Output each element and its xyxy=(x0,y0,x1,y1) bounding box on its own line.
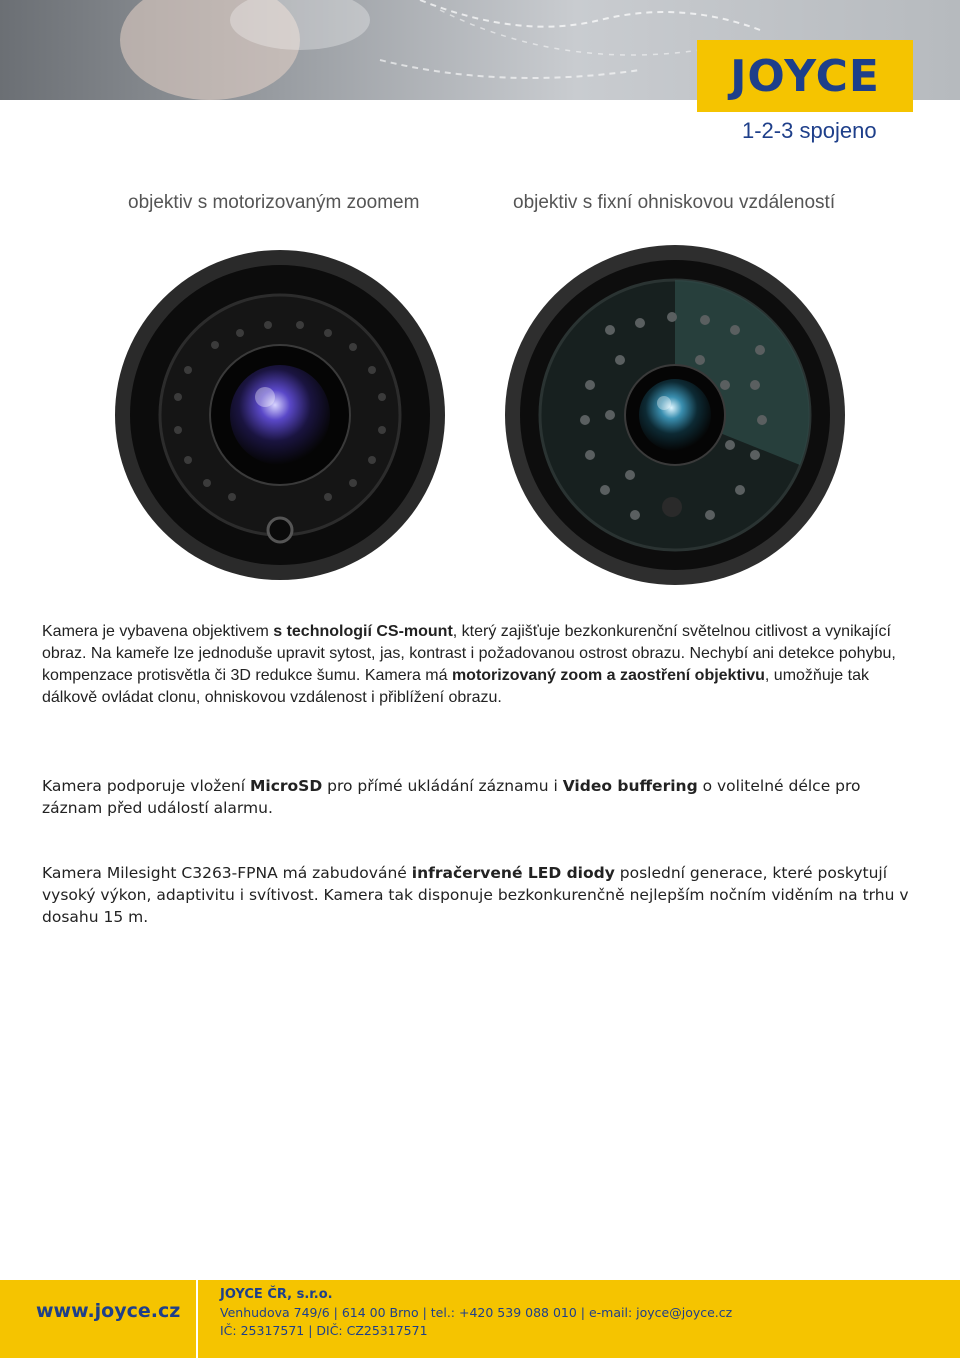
footer xyxy=(0,1280,960,1358)
p3-text-1: Kamera Milesight C3263-FPNA má zabudováné xyxy=(42,864,412,882)
logo-text: JOYCE xyxy=(730,50,880,102)
p1-bold-1: s technologií CS-mount xyxy=(273,623,453,640)
p3-text-2: poslední generace, které poskytují vysoký výkon, adaptivitu i svítivost. Kamera tak disponuje bezkonkurenčně nejlepším nočním viděním na trhu v dosahu 15 m. xyxy=(42,864,909,926)
camera-image-motorized xyxy=(110,225,450,585)
p1-text-3: , umožňuje tak dálkově ovládat clonu, ohniskovou vzdálenost i přiblížení obrazu. xyxy=(42,667,869,706)
footer-address: Venhudova 749/6 | 614 00 Brno | tel.: +420 539 088 010 | e-mail: joyce@joyce.cz xyxy=(220,1305,733,1320)
footer-company-name: JOYCE ČR, s.r.o. xyxy=(220,1287,333,1302)
p1-bold-2: motorizovaný zoom a zaostření objektivu xyxy=(451,667,765,684)
footer-ids: IČ: 25317571 | DIČ: CZ25317571 xyxy=(220,1323,428,1338)
camera-image-fixed xyxy=(500,225,850,585)
p2-bold-2: Video buffering xyxy=(562,777,698,795)
footer-contact-info xyxy=(220,1286,732,1340)
caption-motorized-zoom: objektiv s motorizovaným zoomem xyxy=(128,192,420,213)
tagline-word: spojeno xyxy=(799,118,877,143)
p3-bold-1: infračervené LED diody xyxy=(411,864,615,882)
p1-text-1: Kamera je vybavena objektivem xyxy=(42,623,274,640)
footer-divider xyxy=(196,1280,198,1358)
website-link[interactable]: www.joyce.cz xyxy=(36,1300,181,1322)
tagline-digits: 1-2-3 xyxy=(742,118,794,143)
joyce-logo xyxy=(697,40,913,112)
p2-bold-1: MicroSD xyxy=(249,777,323,795)
p2-text-1: Kamera podporuje vložení xyxy=(42,777,250,795)
paragraph-ir-led xyxy=(42,862,922,928)
paragraph-cs-mount xyxy=(42,621,922,709)
tagline xyxy=(742,118,877,144)
p2-text-2: pro přímé ukládání záznamu i xyxy=(322,777,563,795)
p1-text-2: , který zajišťuje bezkonkurenční světelnou citlivost a vynikající obraz. Na kameře lze jednoduše upravit sytost, jas, kontrast i požadovanou ostrost obrazu. Nechybí ani detekce pohybu, kompenzace protisvětla či 3D redukce šumu. Kamera má xyxy=(42,623,896,684)
caption-fixed-focal: objektiv s fixní ohniskovou vzdáleností xyxy=(513,192,836,213)
paragraph-microsd xyxy=(42,775,922,819)
p2-text-3: o volitelné délce pro záznam před událostí alarmu. xyxy=(42,777,861,817)
